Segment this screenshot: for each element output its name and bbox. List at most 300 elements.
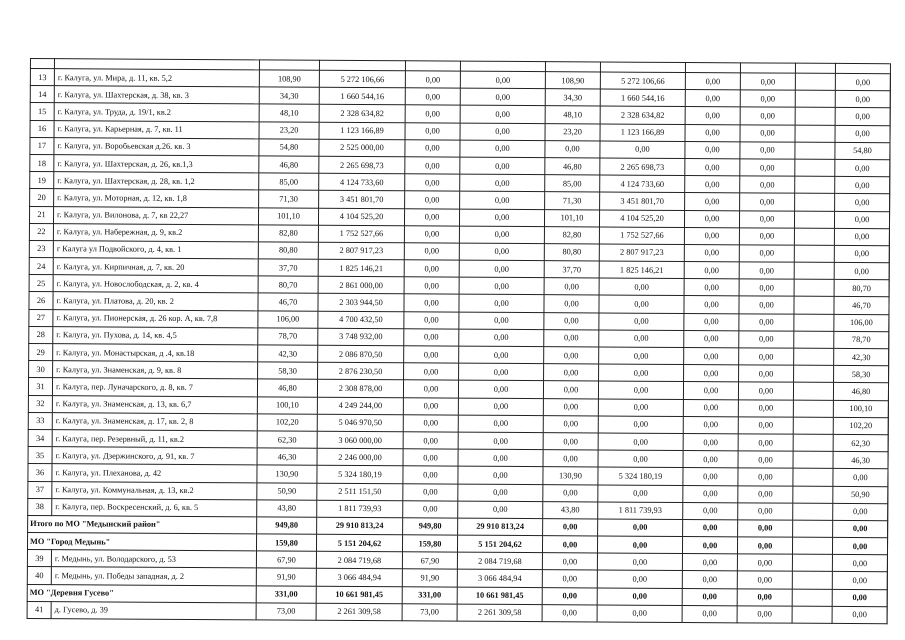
value-cell — [835, 194, 890, 212]
value-cell: 0,00 — [460, 106, 545, 124]
value-cell: 2 265 698,73 — [600, 158, 685, 176]
value-cell: 71,30 — [259, 190, 319, 208]
value-cell: 0,00 — [543, 450, 598, 468]
row-number: 36 — [28, 464, 52, 481]
empty-cell — [795, 73, 835, 90]
row-number: 30 — [29, 361, 53, 378]
value-cell: 0,00 — [832, 572, 887, 590]
value-cell: 29 910 813,24 — [458, 518, 543, 536]
empty-cell — [794, 245, 834, 262]
value-cell: 43,80 — [257, 500, 317, 518]
address-cell: г. Калуга, ул. Воробьевская д.26. кв. 3 — [54, 137, 259, 155]
value-cell: 0,00 — [543, 398, 598, 416]
value-cell: 0,00 — [739, 313, 794, 331]
value-cell: 0,00 — [739, 348, 794, 366]
row-number: 38 — [28, 498, 52, 515]
value-cell: 0,00 — [403, 500, 458, 518]
value-cell: 101,10 — [544, 209, 599, 227]
empty-cell — [794, 228, 834, 245]
value-cell: 2 525 000,00 — [319, 139, 405, 157]
value-cell: 5 324 180,19 — [598, 467, 683, 485]
value-cell: 78,70 — [834, 331, 889, 349]
value-cell: 0,00 — [683, 416, 738, 434]
value-cell: 0,00 — [542, 587, 597, 605]
value-cell: 85,00 — [545, 175, 600, 193]
value-cell: 0,00 — [685, 124, 740, 142]
value-cell: 10 661 981,45 — [316, 586, 402, 604]
value-cell: 102,20 — [833, 417, 888, 435]
value-cell: 2 303 944,50 — [318, 294, 404, 312]
value-cell: 0,00 — [405, 157, 460, 175]
value-cell: 0,00 — [685, 158, 740, 176]
empty-cell — [795, 159, 835, 176]
value-cell: 1 752 527,66 — [318, 225, 404, 243]
value-cell: 2 261 309,58 — [457, 604, 542, 622]
empty-cell — [794, 297, 834, 314]
value-cell: 0,00 — [684, 347, 739, 365]
value-cell: 0,00 — [740, 176, 795, 194]
value-cell: 2 807 917,23 — [599, 244, 684, 262]
value-cell: 0,00 — [597, 588, 682, 606]
row-number: 37 — [28, 481, 52, 498]
value-cell: 0,00 — [598, 484, 683, 502]
value-cell: 108,90 — [545, 72, 600, 90]
row-number: 13 — [30, 69, 54, 86]
value-cell: 0,00 — [597, 553, 682, 571]
value-cell: 3 066 484,94 — [316, 569, 402, 587]
value-cell: 91,90 — [402, 569, 457, 587]
value-cell: 0,00 — [542, 553, 597, 571]
value-cell: 46,30 — [257, 448, 317, 466]
value-cell: 0,00 — [835, 73, 890, 91]
value-cell: 3 451 801,70 — [600, 192, 685, 210]
row-number: 31 — [28, 378, 52, 395]
address-cell: г. Калуга, ул. Дзержинского, д. 91, кв. 7 — [52, 447, 257, 465]
value-cell: 0,00 — [460, 174, 545, 192]
value-cell: 46,80 — [259, 156, 319, 174]
value-cell: 0,00 — [404, 243, 459, 261]
value-cell — [832, 537, 887, 555]
empty-cell — [794, 262, 834, 279]
value-cell — [833, 469, 888, 487]
value-cell: 0,00 — [403, 432, 458, 450]
row-number: 21 — [29, 206, 53, 223]
empty-cell — [795, 90, 835, 107]
value-cell: 0,00 — [459, 295, 544, 313]
value-cell: 0,00 — [459, 260, 544, 278]
value-cell: 0,00 — [460, 157, 545, 175]
value-cell: 0,00 — [832, 555, 887, 573]
address-cell: г. Калуга, ул. Моторная, д. 12, кв. 1,8 — [54, 189, 259, 207]
value-cell: 2 246 000,00 — [317, 448, 403, 466]
value-cell: 0,00 — [738, 434, 793, 452]
value-cell: 0,00 — [685, 90, 740, 108]
value-cell: 0,00 — [738, 520, 793, 538]
value-cell: 0,00 — [685, 193, 740, 211]
value-cell: 0,00 — [460, 88, 545, 106]
address-cell: г. Калуга, ул. Знаменская, д. 17, кв. 2, 8 — [52, 412, 257, 430]
value-cell: 0,00 — [597, 570, 682, 588]
row-number: 40 — [27, 567, 51, 584]
value-cell: 58,30 — [258, 362, 318, 380]
value-cell: 0,00 — [544, 312, 599, 330]
value-cell: 1 811 739,93 — [317, 500, 403, 518]
empty-cell — [794, 211, 834, 228]
value-cell: 1 811 739,93 — [598, 502, 683, 520]
value-cell: 0,00 — [543, 519, 598, 537]
total-label: МО "Деревня Гусево" — [27, 584, 256, 603]
empty-cell — [792, 606, 832, 623]
row-number: 27 — [29, 309, 53, 326]
value-cell: 0,00 — [738, 399, 793, 417]
value-cell: 0,00 — [458, 415, 543, 433]
value-cell: 0,00 — [403, 449, 458, 467]
value-cell: 73,00 — [402, 604, 457, 622]
value-cell — [834, 262, 889, 280]
empty-cell — [793, 520, 833, 537]
value-cell: 0,00 — [737, 588, 792, 606]
address-cell: г. Калуга, ул. Шахтерская, д. 28, кв. 1,2 — [54, 172, 259, 190]
value-cell: 5 272 106,66 — [319, 70, 405, 88]
value-cell: 949,80 — [257, 517, 317, 535]
value-cell: 91,90 — [256, 568, 316, 586]
value-cell: 331,00 — [256, 586, 316, 604]
value-cell: 50,90 — [257, 482, 317, 500]
value-cell: 0,00 — [832, 606, 887, 624]
address-cell: д. Гусево, д. 39 — [51, 601, 256, 619]
empty-cell — [793, 468, 833, 485]
row-number: 35 — [28, 447, 52, 464]
value-cell: 0,00 — [739, 296, 794, 314]
row-number: 26 — [29, 292, 53, 309]
total-label: МО "Город Медынь" — [27, 533, 256, 552]
empty-cell — [793, 486, 833, 503]
value-cell: 1 660 544,16 — [600, 89, 685, 107]
value-cell: 0,00 — [458, 398, 543, 416]
address-cell: г. Калуга, ул. Пионерская, д. 26 кор. А, кв. 7,8 — [53, 309, 258, 327]
row-number: 33 — [28, 412, 52, 429]
value-cell: 0,00 — [598, 433, 683, 451]
empty-cell — [794, 314, 834, 331]
row-number: 23 — [29, 240, 53, 257]
value-cell: 0,00 — [599, 295, 684, 313]
value-cell: 80,70 — [834, 280, 889, 298]
address-cell: г. Калуга, ул. Кирпичная, д. 7, кв. 20 — [53, 258, 258, 276]
value-cell: 2 265 698,73 — [319, 156, 405, 174]
value-cell: 0,00 — [404, 225, 459, 243]
value-cell: 0,00 — [459, 312, 544, 330]
value-cell: 54,80 — [259, 139, 319, 157]
value-cell: 0,00 — [599, 278, 684, 296]
value-cell: 0,00 — [740, 90, 795, 108]
address-cell: г. Калуга, ул. Знаменская, д. 13, кв. 6,7 — [52, 395, 257, 413]
value-cell: 0,00 — [544, 364, 599, 382]
value-cell: 949,80 — [403, 518, 458, 536]
value-cell: 0,00 — [683, 468, 738, 486]
value-cell: 0,00 — [459, 226, 544, 244]
empty-cell — [793, 503, 833, 520]
value-cell: 0,00 — [543, 381, 598, 399]
value-cell: 0,00 — [405, 174, 460, 192]
value-cell: 0,00 — [544, 347, 599, 365]
address-cell: г. Калуга, ул. Плеханова, д. 42 — [52, 464, 257, 482]
value-cell: 0,00 — [738, 451, 793, 469]
address-cell: г. Калуга, пер. Резервный, д. 11, кв.2 — [52, 430, 257, 448]
table-body — [27, 59, 890, 624]
value-cell: 5 272 106,66 — [600, 72, 685, 90]
value-cell: 0,00 — [740, 124, 795, 142]
value-cell: 34,30 — [259, 87, 319, 105]
row-number: 41 — [27, 601, 51, 618]
value-cell: 50,90 — [833, 486, 888, 504]
value-cell: 0,00 — [404, 294, 459, 312]
value-cell: 130,90 — [543, 467, 598, 485]
value-cell: 0,00 — [833, 520, 888, 538]
address-cell: г. Калуга, ул. Пухова, д. 14, кв. 4,5 — [53, 326, 258, 344]
row-number: 16 — [30, 120, 54, 137]
value-cell: 0,00 — [833, 503, 888, 521]
address-cell: г. Калуга, ул. Шахтерская, д. 38, кв. 3 — [54, 86, 259, 104]
address-cell: г. Калуга, пер. Луначарского, д. 8, кв. 7 — [52, 378, 257, 396]
row-number: 34 — [28, 429, 52, 446]
value-cell: 0,00 — [405, 71, 460, 89]
value-cell: 0,00 — [739, 210, 794, 228]
value-cell: 0,00 — [544, 278, 599, 296]
address-cell: г. Калуга, ул. Знаменская, д. 9, кв. 8 — [53, 361, 258, 379]
address-cell: г. Калуга, ул. Вилонова, д. 7, кв 22,27 — [53, 206, 258, 224]
value-cell: 0,00 — [739, 245, 794, 263]
value-cell: 106,00 — [834, 314, 889, 332]
address-cell: г. Медынь, ул. Победы западная, д. 2 — [51, 567, 256, 585]
value-cell: 1 123 166,89 — [319, 122, 405, 140]
value-cell: 42,30 — [834, 348, 889, 366]
value-cell: 3 066 484,94 — [457, 570, 542, 588]
value-cell: 82,80 — [258, 225, 318, 243]
value-cell: 46,70 — [258, 293, 318, 311]
value-cell: 5 324 180,19 — [317, 466, 403, 484]
address-cell: г. Калуга, ул. Карьерная, д. 7, кв. 11 — [54, 120, 259, 138]
value-cell: 1 752 527,66 — [599, 227, 684, 245]
empty-cell — [793, 451, 833, 468]
value-cell — [832, 589, 887, 607]
value-cell: 43,80 — [543, 501, 598, 519]
value-cell: 0,00 — [834, 211, 889, 229]
value-cell: 34,30 — [545, 89, 600, 107]
value-cell: 62,30 — [257, 431, 317, 449]
value-cell: 0,00 — [738, 503, 793, 521]
address-cell: г. Калуга, ул. Труда, д. 19/1, кв.2 — [54, 103, 259, 121]
value-cell: 3 060 000,00 — [317, 431, 403, 449]
value-cell: 0,00 — [683, 519, 738, 537]
value-cell: 73,00 — [256, 603, 316, 621]
address-cell: г. Калуга, ул. Монастырская, д .4, кв.18 — [53, 344, 258, 362]
empty-cell — [792, 572, 832, 589]
value-cell: 23,20 — [545, 123, 600, 141]
value-cell: 4 104 525,20 — [599, 209, 684, 227]
value-cell: 4 700 432,50 — [318, 311, 404, 329]
value-cell: 0,00 — [600, 141, 685, 159]
value-cell: 0,00 — [684, 210, 739, 228]
value-cell: 67,90 — [256, 551, 316, 569]
value-cell: 0,00 — [738, 485, 793, 503]
value-cell: 1 825 146,21 — [599, 261, 684, 279]
value-cell: 5 151 204,62 — [457, 535, 542, 553]
value-cell: 0,00 — [542, 604, 597, 622]
empty-cell — [793, 383, 833, 400]
row-number: 20 — [30, 189, 54, 206]
value-cell: 2 328 634,82 — [600, 106, 685, 124]
value-cell: 0,00 — [459, 277, 544, 295]
value-cell: 130,90 — [257, 465, 317, 483]
value-cell: 0,00 — [835, 108, 890, 126]
value-cell: 0,00 — [685, 73, 740, 91]
value-cell: 0,00 — [542, 536, 597, 554]
address-cell: г. Калуга, ул. Платова, д. 20, кв. 2 — [53, 292, 258, 310]
value-cell: 0,00 — [403, 380, 458, 398]
address-cell: г. Калуга, пер. Воскресенский, д. 6, кв. 5 — [52, 498, 257, 516]
value-cell: 5 046 970,50 — [317, 414, 403, 432]
value-cell: 2 084 719,68 — [457, 552, 542, 570]
value-cell: 0,00 — [458, 466, 543, 484]
value-cell: 37,70 — [544, 261, 599, 279]
value-cell: 2 861 000,00 — [318, 277, 404, 295]
value-cell: 0,00 — [598, 416, 683, 434]
value-cell: 4 124 733,60 — [319, 173, 405, 191]
value-cell: 0,00 — [684, 279, 739, 297]
value-cell: 0,00 — [542, 570, 597, 588]
value-cell: 0,00 — [739, 228, 794, 246]
empty-cell — [795, 108, 835, 125]
value-cell: 0,00 — [460, 140, 545, 158]
address-cell: г Калуга ул Подвойского, д. 4, кв. 1 — [53, 241, 258, 259]
value-cell: 0,00 — [682, 537, 737, 555]
value-cell: 100,10 — [833, 400, 888, 418]
empty-cell — [794, 348, 834, 365]
value-cell: 67,90 — [402, 552, 457, 570]
value-cell: 0,00 — [738, 382, 793, 400]
value-cell: 0,00 — [459, 329, 544, 347]
value-cell: 0,00 — [683, 485, 738, 503]
value-cell: 0,00 — [459, 243, 544, 261]
row-number: 29 — [29, 343, 53, 360]
value-cell: 0,00 — [685, 176, 740, 194]
empty-cell — [793, 434, 833, 451]
empty-cell — [795, 193, 835, 210]
value-cell: 4 249 244,00 — [317, 397, 403, 415]
value-cell: 2 807 917,23 — [318, 242, 404, 260]
address-cell: г. Медынь, ул. Володарского, д. 53 — [51, 550, 256, 568]
value-cell: 0,00 — [403, 483, 458, 501]
value-cell: 0,00 — [682, 605, 737, 623]
value-cell: 62,30 — [833, 434, 888, 452]
value-cell: 0,00 — [682, 554, 737, 572]
value-cell: 0,00 — [405, 105, 460, 123]
value-cell: 0,00 — [684, 365, 739, 383]
value-cell: 0,00 — [403, 415, 458, 433]
value-cell: 78,70 — [258, 328, 318, 346]
value-cell: 0,00 — [740, 159, 795, 177]
row-number: 17 — [30, 137, 54, 154]
value-cell: 0,00 — [404, 329, 459, 347]
value-cell: 0,00 — [739, 365, 794, 383]
value-cell: 80,80 — [544, 244, 599, 262]
value-cell — [835, 91, 890, 109]
value-cell: 0,00 — [683, 433, 738, 451]
value-cell: 0,00 — [737, 571, 792, 589]
address-cell: г. Калуга, ул. Новослободская, д. 2, кв. 4 — [53, 275, 258, 293]
value-cell: 0,00 — [599, 330, 684, 348]
value-cell: 0,00 — [405, 88, 460, 106]
value-cell: 80,80 — [258, 242, 318, 260]
value-cell: 42,30 — [258, 345, 318, 363]
document-sheet — [27, 58, 890, 624]
empty-cell — [794, 331, 834, 348]
value-cell: 46,80 — [257, 379, 317, 397]
value-cell: 0,00 — [404, 363, 459, 381]
value-cell — [835, 125, 890, 143]
value-cell: 1 825 146,21 — [318, 259, 404, 277]
value-cell: 0,00 — [404, 260, 459, 278]
value-cell: 0,00 — [737, 606, 792, 624]
value-cell: 0,00 — [458, 380, 543, 398]
value-cell: 0,00 — [739, 279, 794, 297]
value-cell: 0,00 — [834, 245, 889, 263]
value-cell: 71,30 — [545, 192, 600, 210]
address-cell: г. Калуга, ул. Мира, д. 11, кв. 5,2 — [54, 69, 259, 87]
value-cell: 0,00 — [545, 140, 600, 158]
value-cell: 80,70 — [258, 276, 318, 294]
value-cell — [834, 228, 889, 246]
value-cell: 101,10 — [258, 207, 318, 225]
value-cell: 159,80 — [402, 535, 457, 553]
row-number: 32 — [28, 395, 52, 412]
empty-cell — [792, 537, 832, 554]
value-cell: 0,00 — [459, 363, 544, 381]
value-cell: 2 876 230,50 — [318, 362, 404, 380]
empty-cell — [792, 589, 832, 606]
value-cell: 0,00 — [835, 177, 890, 195]
value-cell: 0,00 — [404, 311, 459, 329]
value-cell: 3 748 932,00 — [318, 328, 404, 346]
value-cell: 0,00 — [684, 244, 739, 262]
empty-cell — [792, 554, 832, 571]
value-cell: 0,00 — [737, 537, 792, 555]
value-cell: 0,00 — [682, 588, 737, 606]
value-cell: 0,00 — [683, 451, 738, 469]
value-cell: 0,00 — [404, 346, 459, 364]
value-cell: 0,00 — [598, 519, 683, 537]
value-cell: 0,00 — [599, 313, 684, 331]
value-cell: 0,00 — [684, 296, 739, 314]
value-cell: 0,00 — [685, 107, 740, 125]
row-number: 15 — [30, 103, 54, 120]
value-cell: 0,00 — [684, 330, 739, 348]
value-cell: 0,00 — [683, 382, 738, 400]
value-cell: 0,00 — [543, 484, 598, 502]
value-cell: 0,00 — [740, 142, 795, 160]
value-cell — [835, 159, 890, 177]
value-cell: 0,00 — [739, 331, 794, 349]
value-cell: 0,00 — [684, 262, 739, 280]
value-cell: 2 086 870,50 — [318, 345, 404, 363]
value-cell: 4 104 525,20 — [318, 208, 404, 226]
value-cell: 0,00 — [460, 123, 545, 141]
value-cell: 0,00 — [543, 433, 598, 451]
value-cell: 0,00 — [739, 262, 794, 280]
value-cell: 0,00 — [685, 141, 740, 159]
value-cell: 102,20 — [257, 414, 317, 432]
value-cell: 0,00 — [458, 501, 543, 519]
